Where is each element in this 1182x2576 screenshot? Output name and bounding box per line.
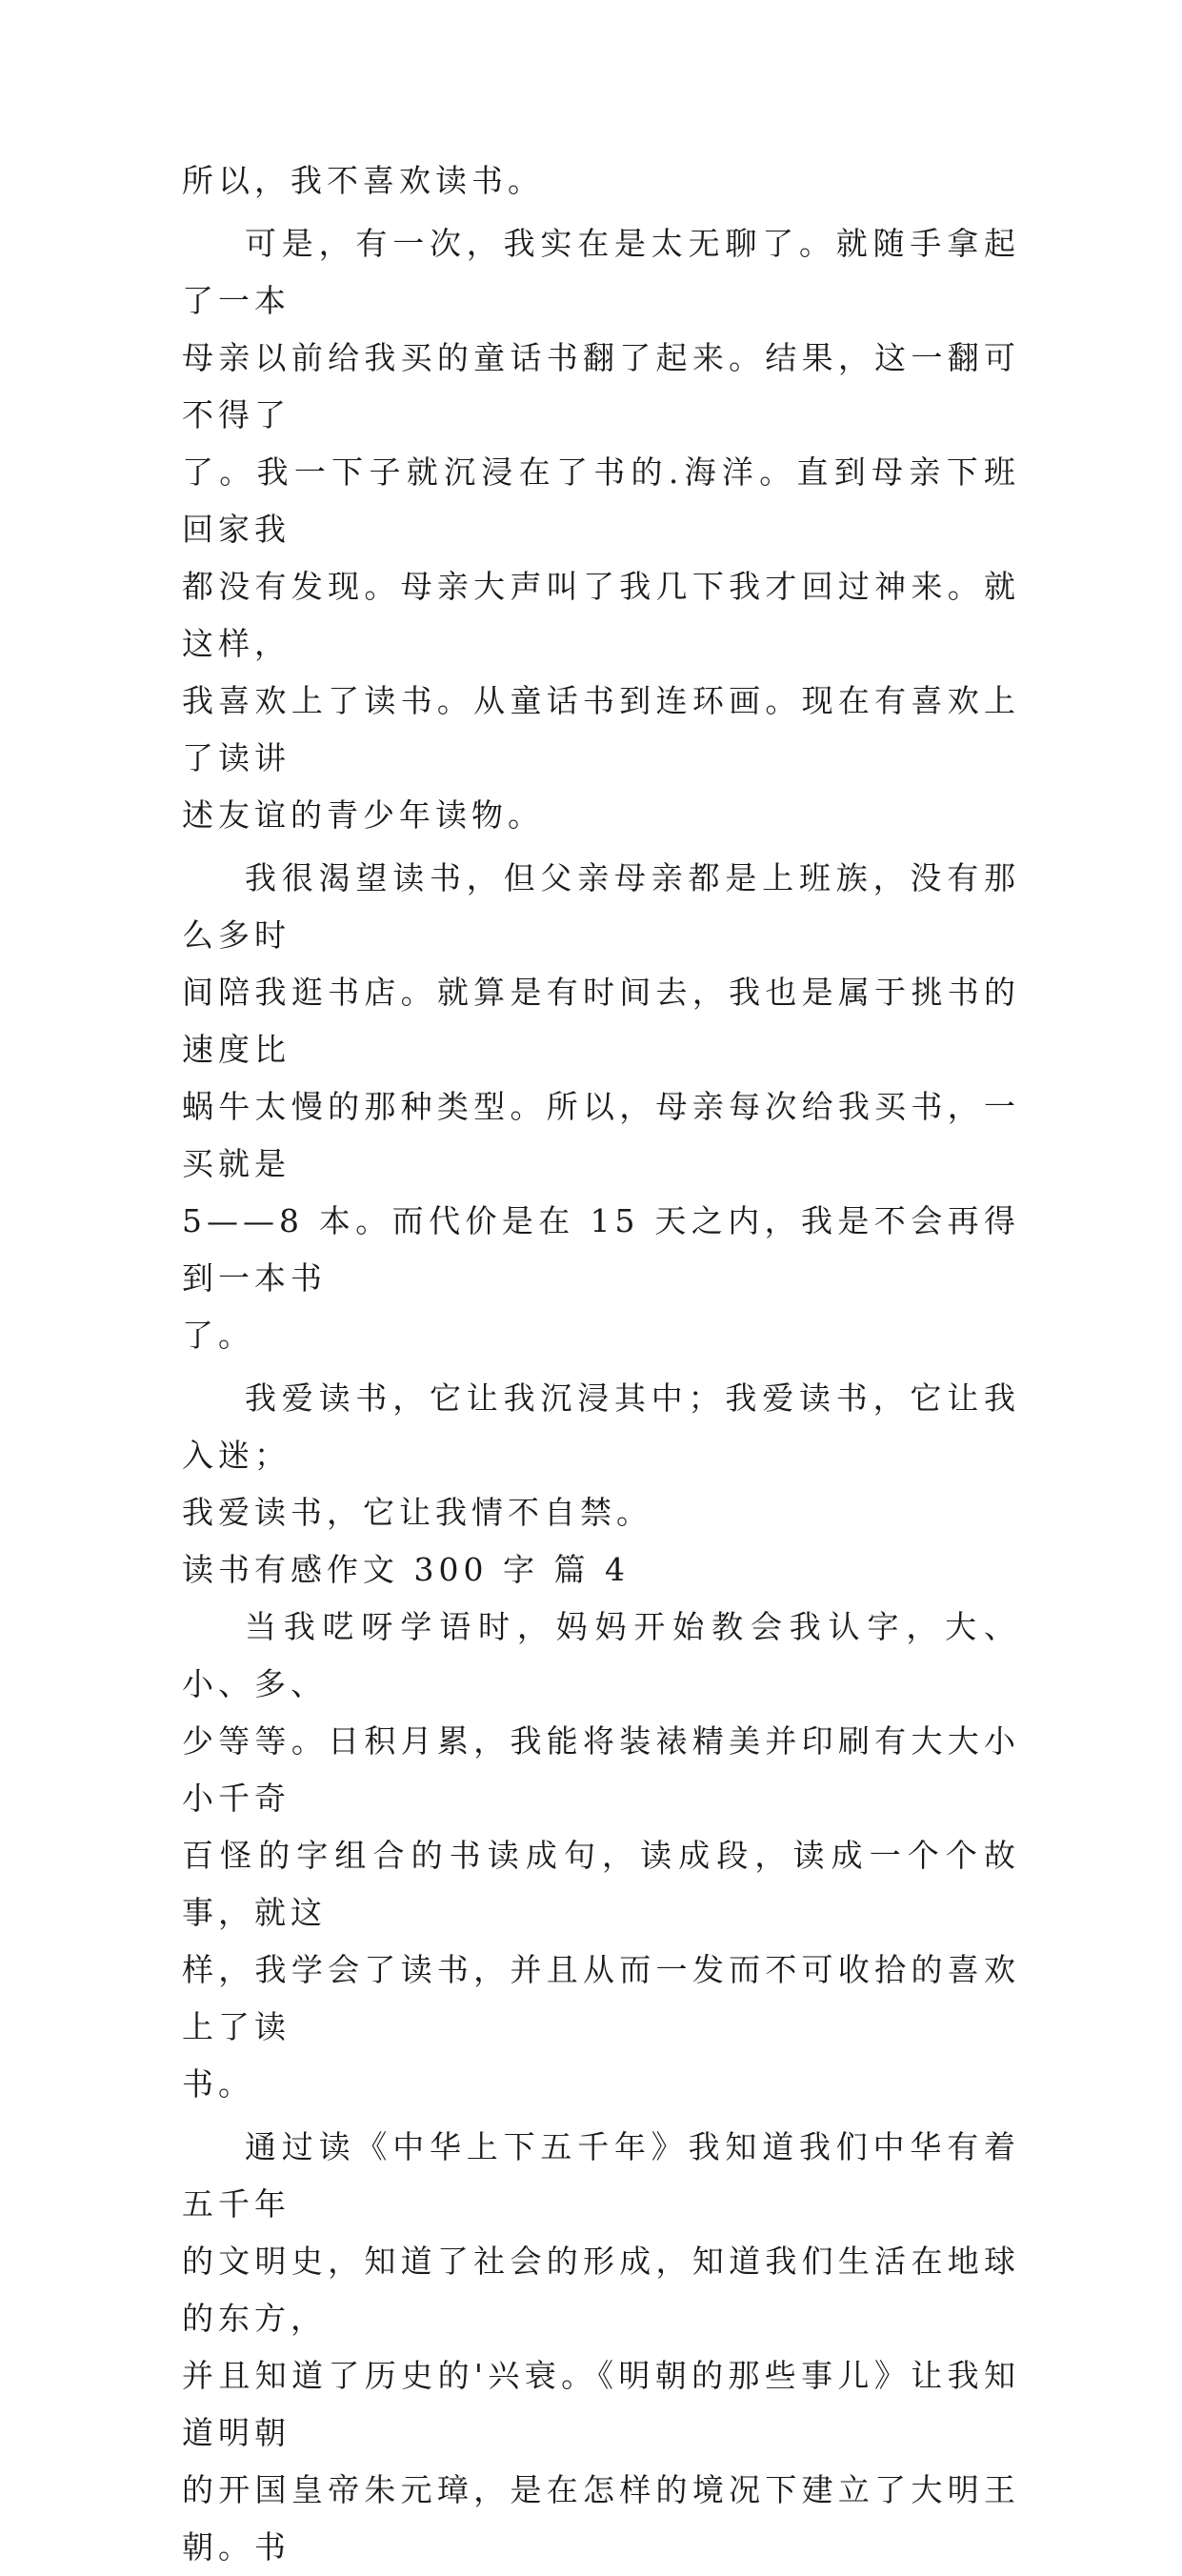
text-line: 当我呓呀学语时，妈妈开始教会我认字，大、小、多、 [182,1608,1020,1702]
text-line: 通过读《中华上下五千年》我知道我们中华有着五千年 [182,2128,1020,2223]
text-line: 并且知道了历史的'兴衰。《明朝的那些事儿》让我知道明朝 [182,2357,1020,2451]
paragraph [182,1599,1020,2113]
text-line: 少等等。日积月累，我能将装裱精美并印刷有大大小小千奇 [182,1722,1020,1817]
text-line: 样，我学会了读书，并且从而一发而不可收拾的喜欢上了读 [182,1951,1020,2045]
text-line: 我爱读书，它让我沉浸其中；我爱读书，它让我入迷； [182,1379,1020,1474]
text-line: 5——8 本。而代价是在 15 天之内，我是不会再得到一本书 [182,1202,1020,1297]
paragraph [182,215,1020,844]
text-line: 的开国皇帝朱元璋，是在怎样的境况下建立了大明王朝。书 [182,2471,1020,2566]
paragraph [182,850,1020,1364]
text-line: 都没有发现。母亲大声叫了我几下我才回过神来。就这样， [182,568,1020,662]
paragraph [182,152,1020,210]
text-line: 母亲以前给我买的童话书翻了起来。结果，这一翻可不得了 [182,339,1020,433]
text-line: 述友谊的青少年读物。 [182,796,544,834]
text-line: 我喜欢上了读书。从童话书到连环画。现在有喜欢上了读讲 [182,682,1020,776]
text-line: 间陪我逛书店。就算是有时间去，我也是属于挑书的速度比 [182,974,1020,1068]
text-line: 蜗牛太慢的那种类型。所以，母亲每次给我买书，一买就是 [182,1088,1020,1182]
text-line: 了。 [182,1317,254,1354]
text-line: 百怪的字组合的书读成句，读成段，读成一个个故事，就这 [182,1837,1020,1931]
text-line: 所以，我不喜欢读书。 [182,162,544,199]
text-line: 可是，有一次，我实在是太无聊了。就随手拿起了一本 [182,225,1020,319]
section-heading: 读书有感作文 300 字 篇 4 [182,1551,630,1588]
text-line: 我爱读书，它让我情不自禁。 [182,1494,652,1531]
paragraph [182,2119,1020,2576]
text-line: 书。 [182,2065,254,2103]
document-body [182,152,1020,2576]
text-line: 了。我一下子就沉浸在了书的.海洋。直到母亲下班回家我 [182,453,1020,548]
text-line: 我很渴望读书，但父亲母亲都是上班族，没有那么多时 [182,859,1020,954]
paragraph [182,1370,1020,1541]
text-line: 的文明史，知道了社会的形成，知道我们生活在地球的东方， [182,2243,1020,2337]
